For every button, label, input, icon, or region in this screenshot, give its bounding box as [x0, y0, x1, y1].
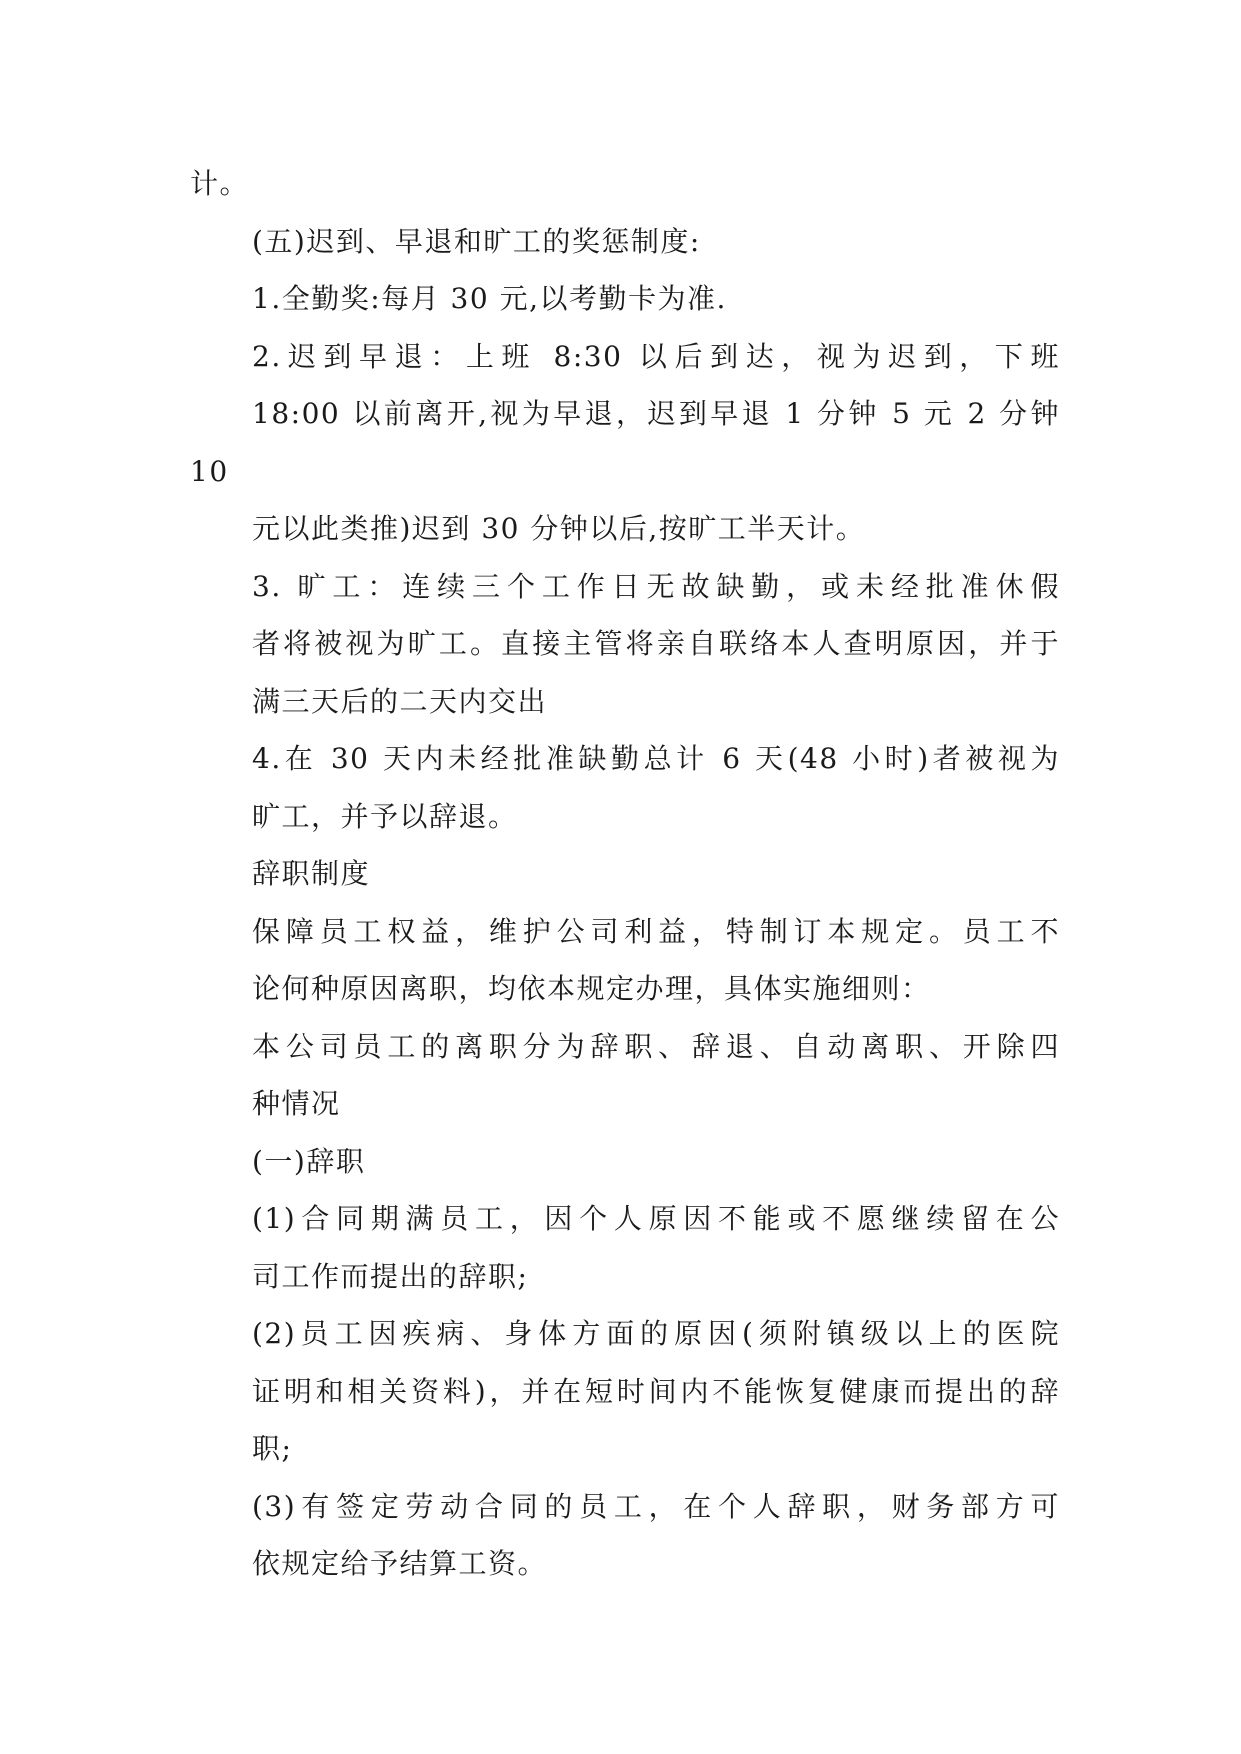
- text-line: 2.迟到早退：上班 8:30 以后到达，视为迟到，下班: [252, 339, 1060, 373]
- text-line: (1)合同期满员工，因个人原因不能或不愿继续留在公: [252, 1202, 1060, 1235]
- paragraph: [190, 1018, 1060, 1133]
- paragraph: [190, 328, 1060, 558]
- text-line: 本公司员工的离职分为辞职、辞退、自动离职、开除四: [252, 1029, 1060, 1063]
- text-line: 元以此类推)迟到 30 分钟以后,按旷工半天计。: [252, 512, 866, 545]
- paragraph: [190, 1305, 1060, 1478]
- text-line: (2)员工因疾病、身体方面的原因(须附镇级以上的医院: [252, 1317, 1060, 1350]
- paragraph: [190, 558, 1060, 731]
- text-line: 论何种原因离职，均依本规定办理，具体实施细则：: [252, 972, 931, 1005]
- text-line: 保障员工权益，维护公司利益，特制订本规定。员工不: [252, 914, 1060, 948]
- paragraph: [190, 903, 1060, 1018]
- paragraph: [190, 155, 1060, 213]
- paragraph: [190, 213, 1060, 271]
- text-line: 满三天后的二天内交出: [252, 684, 548, 718]
- paragraph: [190, 270, 1060, 328]
- paragraph: [190, 845, 1060, 903]
- text-line: 18:00 以前离开,视为早退，迟到早退 1 分钟 5 元 2 分钟 10: [190, 397, 1060, 488]
- text-line: (3)有签定劳动合同的员工，在个人辞职，财务部方可: [252, 1489, 1060, 1523]
- text-line: 4.在 30 天内未经批准缺勤总计 6 天(48 小时)者被视为: [252, 742, 1060, 775]
- paragraph: [190, 1478, 1060, 1593]
- text-line: 旷工，并予以辞退。: [252, 799, 518, 833]
- text-line: 证明和相关资料)，并在短时间内不能恢复健康而提出的辞: [252, 1374, 1060, 1408]
- text-line: 司工作而提出的辞职;: [252, 1259, 529, 1293]
- text-line: 计。: [190, 167, 250, 200]
- text-line: 依规定给予结算工资。: [252, 1547, 548, 1580]
- paragraph: [190, 1190, 1060, 1305]
- text-line: 者将被视为旷工。直接主管将亲自联络本人查明原因，并于: [252, 627, 1060, 660]
- text-line: (五)迟到、早退和旷工的奖惩制度:: [252, 224, 701, 258]
- document-body: [190, 155, 1060, 1593]
- text-line: 3. 旷工：连续三个工作日无故缺勤，或未经批准休假: [252, 569, 1060, 603]
- text-line: 职;: [252, 1432, 293, 1465]
- text-line: 1.全勤奖:每月 30 元,以考勤卡为准.: [252, 282, 727, 315]
- text-line: 种情况: [252, 1087, 341, 1120]
- text-line: 辞职制度: [252, 857, 371, 890]
- paragraph: [190, 1133, 1060, 1191]
- paragraph: [190, 730, 1060, 845]
- text-line: (一)辞职: [252, 1144, 366, 1178]
